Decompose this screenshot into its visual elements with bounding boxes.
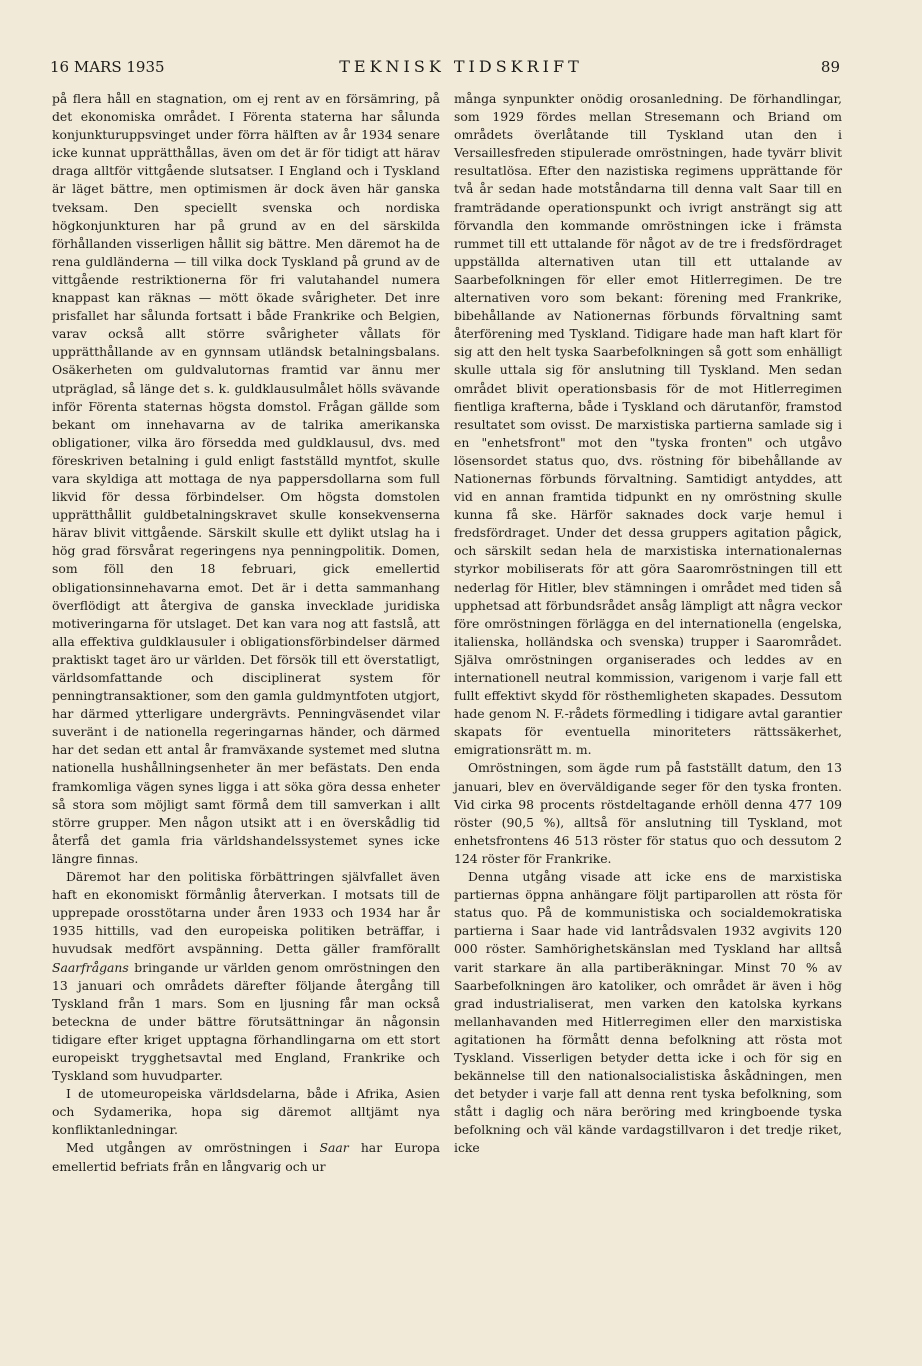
italic-term: Saar	[319, 1140, 349, 1156]
paragraph: många synpunkter onödig orosanledning. De förhandlingar, som 1929 fördes mellan Stresemann och Briand om områdets överlåtande till Tyskland utan den i Versaillesfreden stipulerade omröstningen, hade tyvärr blivit resultatlösa. Efter den nazistiska regimens upprättande för två år sedan hade motståndarna till denna valt Saar till en framträdande operationspunkt och ivrigt ansträngt sig att förvandla den kommande omröstningen icke i främsta rummet till ett uttalande för något av de tre i fredsfördraget uppställda alternativen utan till ett uttalande av Saarbefolkningen för eller emot Hitlerregimen. De tre alternativen voro som bekant: förening med Frankrike, bibehållande av Nationernas förbunds förvaltning samt återförening med Tyskland. Tidigare hade man haft klart för sig att den helt tyska Saarbefolkningen så gott som enhälligt skulle uttala sig för anslutning till Tyskland. Men sedan området blivit operationsbasis för de mot Hitlerregimen fientliga krafterna, både i Tyskland och därutanför, framstod resultatet som ovisst. De marxistiska partierna samlade sig i en "enhetsfront" mot den "tyska fronten" och utgåvo lösensordet status quo, dvs. röstning för bibehållande av Nationernas förbunds förvaltning. Samtidigt antyddes, att vid en annan framtida tidpunkt en ny omröstning skulle kunna få ske. Härför saknades dock varje hemul i fredsfördraget. Under det dessa gruppers agitation pågick, och särskilt sedan hela de marxistiska internationalernas styrkor mobiliserats för att göra Saaromröstningen till ett nederlag för Hitler, blev stämningen i området med tiden så upphetsad att förbundsrådet ansåg lämpligt att några veckor före omröstningen förlägga en del internationella (engelska, italienska, holländska och svenska) trupper i Saarområdet. Själva omröstningen organiserades och leddes av en internationell neutral kommission, varigenom i varje fall ett fullt effektivt skydd för rösthemligheten skapades. Dessutom hade genom N. F.-rådets förmedling i tidigare avtal garantier skapats för eventuella minoriteters rättssäkerhet, emigrationsrätt m. m.	[454, 91, 842, 758]
paragraph-text: bringande ur världen genom omröstningen den 13 januari och områdets därefter följande återgång till Tyskland från 1 mars. Som en ljusning får man också beteckna de under bättre förutsättningar än någonsin tidigare efter kriget upptagna förhandlingarna om ett stort europeiskt trygghetsavtal med England, Frankrike och Tyskland som huvudparter.	[52, 959, 440, 1084]
paragraph: Omröstningen, som ägde rum på fastställt datum, den 13 januari, blev en överväldigande seger för den tyska fronten. Vid cirka 98 procents röstdeltagande erhöll denna 477 109 röster (90,5 %), alltså för anslutning till Tyskland, mot enhetsfrontens 46 513 röster för status quo och dessutom 2 124 röster för Frankrike.	[454, 760, 842, 866]
paragraph: på flera håll en stagnation, om ej rent av en försämring, på det ekonomiska området. I Förenta staterna har sålunda konjunkturuppsvinget under förra hälften av år 1934 senare icke kunnat upprätthållas, även om det är för tidigt att härav draga alltför vittgående slutsatser. I England och i Tyskland är läget bättre, men optimismen är dock även här ganska tveksam. Den speciellt svenska och nordiska högkonjunkturen har på grund av en del särskilda förhållanden visserligen hållit sig bättre. Men däremot ha de rena guldländerna — till vilka dock Tyskland på grund av de vittgående restriktionerna för fri valutahandel numera knappast kan räknas — mött ökade svårigheter. Det inre prisfallet har sålunda fortsatt i både Frankrike och Belgien, varav också allt större svårigheter vållats för upprätthållande av en gynnsam utländsk betalningsbalans. Osäkerheten om guldvalutornas framtid var ännu mer utpräglad, så länge det s. k. guldklausulmålet hölls svävande inför Förenta staternas högsta domstol. Frågan gällde som bekant om innehavarna av de talrika amerikanska obligationer, vilka äro försedda med guldklausul, dvs. med föreskriven betalning i guld enligt fastställd myntfot, skulle vara skyldiga att mottaga de nya pappersdollarna som full likvid för dessa förbindelser. Om högsta domstolen upprätthållit guldbetalningskravet skulle konsekvenserna härav blivit vittgående. Särskilt skulle ett dylikt utslag ha i hög grad försvårat regeringens nya penningpolitik. Domen, som föll den 18 februari, gick emellertid obligationsinnehavarna emot. Det är i detta sammanhang överflödigt att återgiva de ganska invecklade juridiska motiveringarna för utslaget. Det kan vara nog att fastslå, att alla effektiva guldklausuler i obligationsförbindelser därmed praktiskt taget äro ur världen. Det försök till ett överstatligt, världsomfattande och disciplinerat system för penningtransaktioner, som den gamla guldmyntfoten utgjort, har därmed ytterligare undergrävts. Penningväsendet vilar suveränt i de nationella regeringarnas händer, och därmed har det sedan ett antal år framväxande systemet med slutna nationella hushållningsenheter än mer befästats. Den enda framkomliga vägen synes ligga i att söka göra dessa enheter så stora som möjligt samt förmå dem till samverkan i allt större grupper. Men någon utsikt att i en överskådlig tid återfå det gamla fria världshandelssystemet synes icke längre finnas.	[52, 91, 440, 866]
paragraph	[52, 1139, 440, 1175]
issue-date: 16 MARS 1935	[50, 58, 165, 76]
paragraph-text: har Europa emellertid befriats från en långvarig och ur	[52, 1140, 440, 1174]
paragraph-text: Däremot har den politiska förbättringen självfallet även haft en ekonomiskt förmånlig återverkan. I motsats till de upprepade orosstötarna under åren 1933 och 1934 har år 1935 hittills, vad den europeiska politiken beträffar, i huvudsak medfört avspänning. Detta gäller framförallt	[52, 869, 440, 957]
paragraph: Denna utgång visade att icke ens de marxistiska partiernas öppna anhängare följt partiparollen att rösta för status quo. På de kommunistiska och socialdemokratiska partierna i Saar hade vid lantrådsvalen 1932 avgivits 120 000 röster. Samhörighetskänslan med Tyskland har alltså varit starkare än alla partiberäkningar. Minst 70 % av Saarbefolkningen äro katoliker, och området är även i hög grad industrialiserat, men varken den katolska kyrkans mellanhavanden med Hitlerregimen eller den marxistiska agitationen ha förmått denna befolkning att rösta mot Tyskland. Visserligen betyder detta icke i och för sig en bekännelse till den nationalsocialistiska åskådningen, men det betyder i varje fall att denna rent tyska befolkning, som stått i daglig och nära beröring med kringboende tyska befolkning och väl kände vardagstillvaron i det tredje riket, icke	[454, 869, 842, 1156]
page-number: 89	[820, 58, 840, 76]
paragraph-text: Med utgången av omröstningen i	[66, 1140, 308, 1156]
left-column	[52, 90, 440, 1176]
italic-term: Saarfrågans	[52, 959, 129, 975]
paragraph: I de utomeuropeiska världsdelarna, både i Afrika, Asien och Sydamerika, hopa sig däremot alltjämt nya konfliktanledningar.	[52, 1086, 440, 1138]
paragraph	[52, 868, 440, 1085]
right-column	[454, 90, 842, 1158]
journal-title: TEKNISK TIDSKRIFT	[339, 57, 583, 76]
